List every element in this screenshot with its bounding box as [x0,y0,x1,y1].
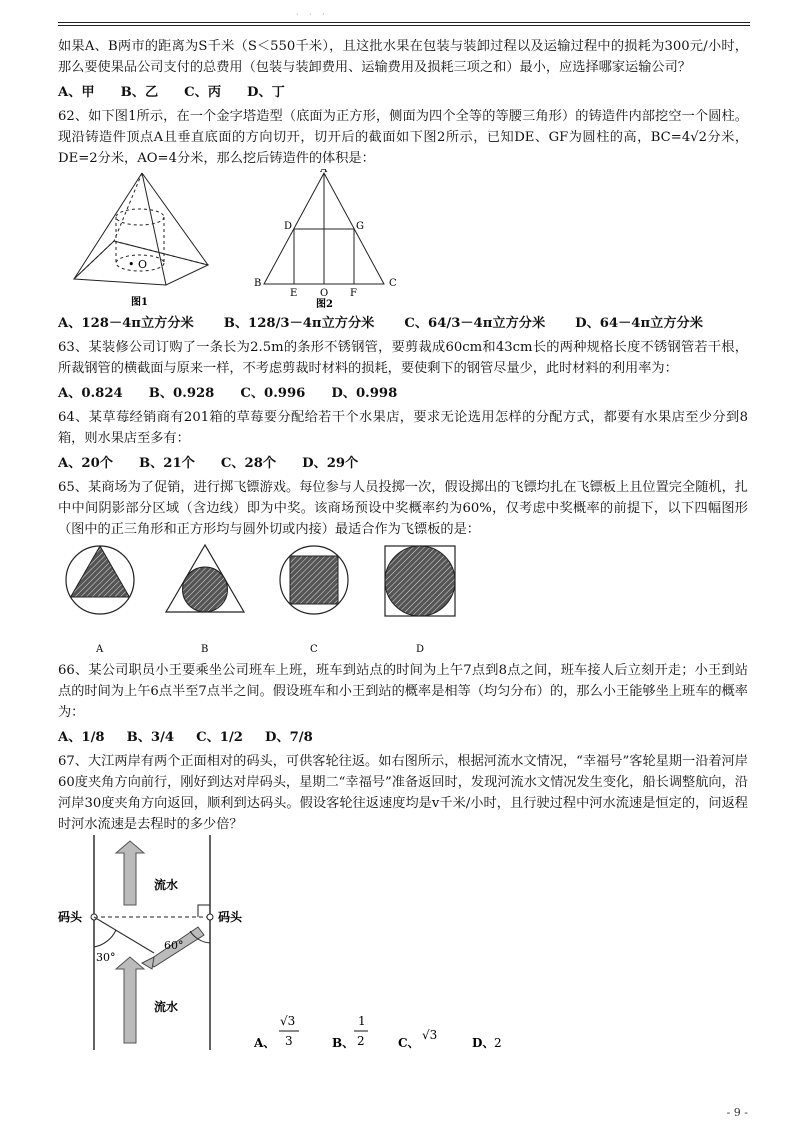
q61-option-c[interactable]: C、丙 [184,85,222,100]
flow-arrow-bottom-icon [116,957,144,1043]
q66-options [58,727,748,748]
dartboard-b[interactable] [166,545,244,612]
dartboard-c[interactable] [280,546,348,614]
q62-fig2-caption: 图2 [316,299,333,309]
q67-option-d-value: 2 [494,1036,502,1050]
q64-options [58,453,748,474]
q62-option-c[interactable]: C、64/3－4π立方分米 [404,316,546,331]
q61-option-b[interactable]: B、乙 [120,85,159,100]
q66-option-a[interactable]: A、1/8 [58,730,105,745]
path-arrow-head-icon [142,957,154,969]
q67-figure-row [58,835,748,1050]
q67-option-a-den: 3 [285,1034,293,1048]
q62-label-f: F [350,288,357,299]
q64-option-d[interactable]: D、29个 [302,456,359,471]
header-rule [58,22,750,23]
q62-text-2: 分米，DE=2分米，AO=4分米，那么挖后铸造件的体积是： [58,130,749,166]
q67-option-a-letter[interactable]: A、 [254,1036,276,1050]
q62-text-1: 62、如下图1所示，在一个金字塔造型（底面为正方形，侧面为四个全等的等腰三角形）的铸造件内部挖空一个圆柱。现沿铸造件顶点A且垂直底面的方向切开，切开后的截面如下图2所示，已知DE、GF为圆柱的高，BC= [58,109,748,145]
q62-option-b[interactable]: B、128/3－4π立方分米 [223,316,375,331]
flow-label-top: 流水 [154,878,179,892]
q67-option-b-letter[interactable]: B、 [332,1036,355,1050]
q66-option-b[interactable]: B、3/4 [126,730,175,745]
q62-figures [58,169,748,309]
q62-label-g: G [356,221,364,232]
q61-option-d[interactable]: D、丁 [247,85,285,100]
q62-label-b: B [254,278,262,289]
flow-label-bottom: 流水 [154,1000,179,1014]
header-rule-2 [58,25,750,26]
q67-option-c-value: √3 [422,1028,438,1042]
q62-label-e: E [290,288,298,299]
q67-option-a-num: √3 [280,1014,296,1028]
q67-option-c-letter[interactable]: C、 [398,1036,420,1050]
q62-fig1-center-label: • O [128,258,148,271]
q62-label-o: O [320,288,329,299]
q61-text: 如果A、B两市的距离为S千米（S＜550千米），且这批水果在包装与装卸过程以及运输过程中的损耗为300元/小时，那么要使果品公司支付的总费用（包装与装卸费用、运输费用及损耗三项之和）最小，应选择哪家运输公司？ [58,39,748,75]
dock-label-right: 码头 [218,910,243,924]
page-number: - 9 - [726,1106,748,1119]
dartboard-label-c: C [310,644,318,655]
q65-figures [58,540,748,660]
q64-text: 64、某草莓经销商有201箱的草莓要分配给若干个水果店，要求无论选用怎样的分配方式，都要有水果店至少分到8箱，则水果店至多有： [58,410,748,446]
flow-arrow-top-icon [116,841,144,905]
dartboard-a[interactable] [66,546,134,614]
page-content [58,36,748,1050]
q67-option-b-num: 1 [358,1014,366,1028]
angle-30-label: 30° [96,951,116,964]
q62-option-a[interactable]: A、128－4π立方分米 [58,316,194,331]
q62-cross-section-figure [264,173,384,284]
q62-label-d: D [284,221,293,232]
header-mark: · · · [296,10,329,19]
q63-option-d[interactable]: D、0.998 [331,386,398,401]
q67-river-figure [58,835,748,1050]
q63-option-c[interactable]: C、0.996 [240,386,306,401]
q61-options [58,82,748,103]
q64-option-a[interactable]: A、20个 [58,456,113,471]
q62-text [58,106,748,169]
q65-text: 65、某商场为了促销，进行掷飞镖游戏。每位参与人员投掷一次，假设掷出的飞镖均扎在飞镖板上且位置完全随机，扎中中间阴影部分区域（含边线）即为中奖。该商场预设中奖概率约为60%，仅考虑中奖概率的前提下，以下四幅图形（图中的正三角形和正方形均与圆外切或内接）最适合作为飞镖板的是： [58,480,748,537]
q64-option-c[interactable]: C、28个 [220,456,277,471]
q62-label-a: A [320,169,328,175]
dartboard-label-b: B [201,644,209,655]
q63-option-b[interactable]: B、0.928 [148,386,215,401]
q63-option-a[interactable]: A、0.824 [58,386,123,401]
dartboard-label-d: D [416,644,425,655]
q67-options [253,1014,502,1050]
q64-option-b[interactable]: B、21个 [138,456,195,471]
q62-label-c: C [389,278,397,289]
q66-text: 66、某公司职员小王要乘坐公司班车上班，班车到站点的时间为上午7点到8点之间，班车接人后立刻开走；小王到站点的时间为上午6点半至7点半之间。假设班车和小王到站的概率是相等（均匀分布）的，那么小王能够坐上班车的概率为： [58,663,748,720]
q61-option-a[interactable]: A、甲 [58,85,95,100]
q62-bc-value: 4√2 [681,130,707,145]
dartboard-label-a: A [96,644,104,655]
dartboard-d[interactable] [385,546,455,616]
q66-option-c[interactable]: C、1/2 [196,730,243,745]
q67-text: 67、大江两岸有两个正面相对的码头，可供客轮往返。如右图所示，根据河流水文情况，“幸福号”客轮星期一沿着河岸60度夹角方向前行，刚好到达对岸码头，星期二“幸福号”准备返回时，发现河流水文情况发生变化，船长调整航向，沿河岸30度夹角方向返回，顺利到达码头。假设客轮往返速度均是v千米/小时，且行驶过程中河水流速是恒定的，问返程时河水流速是去程时的多少倍？ [58,754,748,832]
q62-options [58,313,748,334]
q63-options [58,383,748,404]
q67-option-d-letter[interactable]: D、 [472,1036,495,1050]
q67-option-b-den: 2 [357,1034,365,1048]
q62-option-d[interactable]: D、64－4π立方分米 [575,316,703,331]
dock-label-left: 码头 [58,910,83,924]
q63-text: 63、某装修公司订购了一条长为2.5m的条形不锈钢管，要剪裁成60cm和43cm长的两种规格长度不锈钢管若干根，所裁钢管的横截面与原来一样，不考虑剪裁时材料的损耗，要使剩下的钢管尽量少，此时材料的利用率为： [58,340,748,376]
q66-option-d[interactable]: D、7/8 [264,730,313,745]
angle-60-label: 60° [164,939,184,952]
q65-figure-svg [58,540,748,660]
q62-fig1-caption: 图1 [131,297,148,308]
q62-figure-svg [58,169,748,309]
